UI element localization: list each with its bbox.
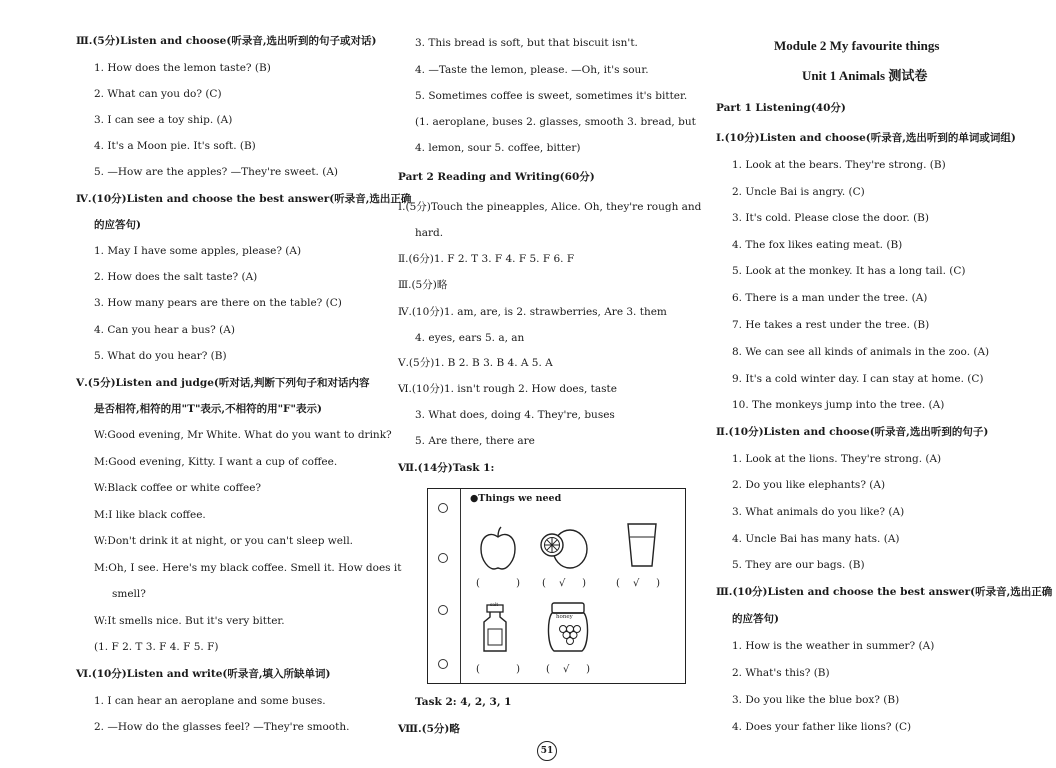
box-heading: ●Things we need bbox=[470, 493, 562, 504]
section-heading: Ⅵ.(10分)Listen and write(听录音,填入所缺单词) bbox=[76, 668, 331, 680]
dialogue-line: M:I like black coffee. bbox=[94, 509, 206, 521]
answer-line: 5. Sometimes coffee is sweet, sometimes it's bitter. bbox=[415, 90, 688, 102]
answer-line: 3. How many pears are there on the table? (C) bbox=[94, 297, 342, 309]
answer-line: 4. It's a Moon pie. It's soft. (B) bbox=[94, 140, 256, 152]
answer-line: 3. Do you like the blue box? (B) bbox=[732, 694, 900, 706]
answer-line: 5. Are there, there are bbox=[415, 435, 535, 447]
answer-line: Ⅱ.(6分)1. F 2. T 3. F 4. F 5. F 6. F bbox=[398, 253, 575, 265]
answer-line: 7. He takes a rest under the tree. (B) bbox=[732, 319, 930, 331]
binder-ring-icon bbox=[438, 503, 448, 513]
section-heading: 是否相符,相符的用"T"表示,不相符的用"F"表示) bbox=[94, 403, 322, 415]
dialogue-line: smell? bbox=[112, 588, 146, 600]
answer-line: (1. aeroplane, buses 2. glasses, smooth 3. bread, but bbox=[415, 116, 696, 128]
answer-line: 3. It's cold. Please close the door. (B) bbox=[732, 212, 929, 224]
dialogue-line: W:Good evening, Mr White. What do you want to drink? bbox=[94, 429, 392, 441]
answer-line: 3. I can see a toy ship. (A) bbox=[94, 114, 233, 126]
answer-line: 2. How does the salt taste? (A) bbox=[94, 271, 258, 283]
answer-line: Ⅵ.(10分)1. isn't rough 2. How does, taste bbox=[398, 383, 617, 395]
dialogue-line: W:It smells nice. But it's very bitter. bbox=[94, 615, 285, 627]
answer-line: 1. May I have some apples, please? (A) bbox=[94, 245, 302, 257]
answer-line: 4. —Taste the lemon, please. —Oh, it's sour. bbox=[415, 64, 649, 76]
answer-line: 8. We can see all kinds of animals in the zoo. (A) bbox=[732, 346, 990, 358]
dialogue-line: W:Don't drink it at night, or you can't sleep well. bbox=[94, 535, 354, 547]
section-heading: Ⅳ.(10分)Listen and choose the best answer(听录音,选出正确 bbox=[76, 193, 412, 205]
binder-ring-icon bbox=[438, 659, 448, 669]
part-heading: Part 2 Reading and Writing(60分) bbox=[398, 171, 595, 183]
section-heading: Ⅴ.(5分)Listen and judge(听对话,判断下列句子和对话内容 bbox=[76, 377, 370, 389]
dialogue-line: M:Oh, I see. Here's my black coffee. Smell it. How does it bbox=[94, 562, 402, 574]
part-heading: Part 1 Listening(40分) bbox=[716, 102, 846, 114]
answer-line: 1. I can hear an aeroplane and some buses. bbox=[94, 695, 326, 707]
answer-line: 4. Does your father like lions? (C) bbox=[732, 721, 912, 733]
section-heading: Ⅲ.(5分)Listen and choose(听录音,选出听到的句子或对话) bbox=[76, 35, 377, 47]
answer-line: 1. How is the weather in summer? (A) bbox=[732, 640, 935, 652]
answer-line: 2. —How do the glasses feel? —They're smooth. bbox=[94, 721, 350, 733]
task2-answer: Task 2: 4, 2, 3, 1 bbox=[415, 696, 512, 708]
answer-line: 5. What do you hear? (B) bbox=[94, 350, 227, 362]
answer-line: 3. What does, doing 4. They're, buses bbox=[415, 409, 615, 421]
apple-icon bbox=[478, 525, 518, 571]
answer-line: 4. eyes, ears 5. a, an bbox=[415, 332, 525, 344]
honey-jar-icon bbox=[546, 601, 590, 653]
answer-line: 1. Look at the bears. They're strong. (B) bbox=[732, 159, 946, 171]
dialogue-line: M:Good evening, Kitty. I want a cup of coffee. bbox=[94, 456, 338, 468]
answer-line: 4. The fox likes eating meat. (B) bbox=[732, 239, 903, 251]
section-heading: Ⅰ.(10分)Listen and choose(听录音,选出听到的单词或词组) bbox=[716, 132, 1016, 144]
lemon-icon bbox=[538, 525, 590, 571]
answer-line: 4. lemon, sour 5. coffee, bitter) bbox=[415, 142, 581, 154]
unit-title: Unit 1 Animals 测试卷 bbox=[802, 68, 928, 83]
answer-line: Ⅲ.(5分)略 bbox=[398, 279, 448, 291]
answer-line: 3. What animals do you like? (A) bbox=[732, 506, 905, 518]
page-number: 51 bbox=[537, 741, 557, 761]
answer-line: 2. Uncle Bai is angry. (C) bbox=[732, 186, 865, 198]
answer-line: Ⅴ.(5分)1. B 2. B 3. B 4. A 5. A bbox=[398, 357, 553, 369]
answer-line: 5. Look at the monkey. It has a long tail. (C) bbox=[732, 265, 966, 277]
section-heading: Ⅲ.(10分)Listen and choose the best answer(听录音,选出正确 bbox=[716, 586, 1053, 598]
answer-line: 5. They are our bags. (B) bbox=[732, 559, 865, 571]
answer-line: 3. This bread is soft, but that biscuit isn't. bbox=[415, 37, 638, 49]
answer-line: 2. What can you do? (C) bbox=[94, 88, 222, 100]
answer-line: Ⅰ.(5分)Touch the pineapples, Alice. Oh, they're rough and bbox=[398, 201, 702, 213]
answer-line: Ⅳ.(10分)1. am, are, is 2. strawberries, Are 3. them bbox=[398, 306, 667, 318]
binder-ring-icon bbox=[438, 605, 448, 615]
answer-line: hard. bbox=[415, 227, 444, 239]
things-we-need-box: ●Things we need honey salt ( ) ( √ ) ( √ ) ( ) ( √ ) bbox=[427, 488, 686, 684]
section-heading: 的应答句) bbox=[732, 613, 779, 625]
answer-line: 2. What's this? (B) bbox=[732, 667, 830, 679]
answer-line: 4. Uncle Bai has many hats. (A) bbox=[732, 533, 900, 545]
answer-line: 2. Do you like elephants? (A) bbox=[732, 479, 886, 491]
answer-line: 1. Look at the lions. They're strong. (A) bbox=[732, 453, 942, 465]
answer-line: (1. F 2. T 3. F 4. F 5. F) bbox=[94, 641, 219, 653]
glass-icon bbox=[624, 521, 660, 569]
answer-line: 5. —How are the apples? —They're sweet. (A) bbox=[94, 166, 338, 178]
answer-line: 10. The monkeys jump into the tree. (A) bbox=[732, 399, 945, 411]
module-title: Module 2 My favourite things bbox=[774, 38, 940, 53]
notebook-margin-line bbox=[460, 489, 461, 683]
dialogue-line: W:Black coffee or white coffee? bbox=[94, 482, 262, 494]
answer-line: 6. There is a man under the tree. (A) bbox=[732, 292, 928, 304]
binder-ring-icon bbox=[438, 553, 448, 563]
section-heading: 的应答句) bbox=[94, 219, 141, 231]
answer-line: 9. It's a cold winter day. I can stay at home. (C) bbox=[732, 373, 984, 385]
salt-label: salt bbox=[490, 603, 499, 608]
section-heading: Ⅱ.(10分)Listen and choose(听录音,选出听到的句子) bbox=[716, 426, 989, 438]
section-heading: Ⅷ.(5分)略 bbox=[398, 723, 460, 735]
answer-line: 1. How does the lemon taste? (B) bbox=[94, 62, 271, 74]
section-heading: Ⅶ.(14分)Task 1: bbox=[398, 462, 495, 474]
salt-bottle-icon bbox=[480, 603, 510, 653]
answer-line: 4. Can you hear a bus? (A) bbox=[94, 324, 235, 336]
honey-label: honey bbox=[556, 614, 573, 620]
